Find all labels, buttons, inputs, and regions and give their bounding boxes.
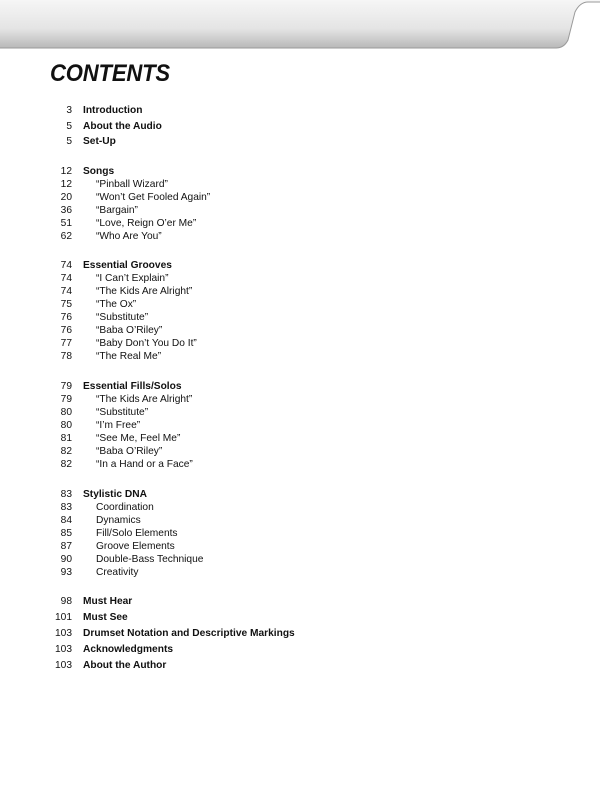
section-title: Essential Grooves — [83, 260, 172, 271]
entry-title: “The Real Me” — [96, 351, 162, 362]
toc-section-heading[interactable] — [0, 259, 600, 273]
toc-entry[interactable] — [0, 311, 600, 325]
page-number: 85 — [60, 528, 72, 539]
page-number: 20 — [60, 192, 72, 203]
page-number: 5 — [66, 121, 72, 132]
page-number: 84 — [60, 515, 72, 526]
page-number: 90 — [60, 554, 72, 565]
entry-title: “Substitute” — [96, 312, 149, 323]
toc-section-heading[interactable] — [0, 488, 600, 502]
page-number: 5 — [66, 136, 72, 147]
entry-title: Set-Up — [83, 136, 116, 147]
page-number: 79 — [60, 381, 72, 392]
toc-entry[interactable] — [0, 627, 600, 641]
page-number: 80 — [60, 420, 72, 431]
page-number: 83 — [60, 502, 72, 513]
toc-entry[interactable] — [0, 204, 600, 218]
toc-entry[interactable] — [0, 540, 600, 554]
toc-section-heading[interactable] — [0, 380, 600, 394]
page-number: 77 — [60, 338, 72, 349]
toc-entry[interactable] — [0, 419, 600, 433]
page-number: 103 — [55, 628, 72, 639]
page-number: 103 — [55, 644, 72, 655]
toc-entry[interactable] — [0, 643, 600, 657]
entry-title: “Pinball Wizard” — [96, 179, 168, 190]
section-title: Essential Fills/Solos — [83, 381, 182, 392]
entry-title: Must Hear — [83, 596, 133, 607]
entry-title: “The Ox” — [96, 299, 137, 310]
toc-entry[interactable] — [0, 217, 600, 231]
toc-entry[interactable] — [0, 393, 600, 407]
entry-title: Acknowledgments — [83, 644, 174, 655]
toc-entry[interactable] — [0, 445, 600, 459]
entry-title: “Baby Don’t You Do It” — [96, 338, 197, 349]
toc-entry[interactable] — [0, 595, 600, 609]
toc-entry[interactable] — [0, 350, 600, 364]
entry-title: Dynamics — [96, 515, 141, 526]
entry-title: “I Can’t Explain” — [96, 273, 169, 284]
toc-section-heading[interactable] — [0, 165, 600, 179]
page-number: 75 — [60, 299, 72, 310]
toc-entry[interactable] — [0, 230, 600, 244]
entry-title: “The Kids Are Alright” — [96, 394, 193, 405]
page-number: 74 — [60, 260, 72, 271]
toc-entry[interactable] — [0, 272, 600, 286]
entry-title: “Substitute” — [96, 407, 149, 418]
page-number: 76 — [60, 312, 72, 323]
page-number: 101 — [55, 612, 72, 623]
page-number: 80 — [60, 407, 72, 418]
toc-entry[interactable] — [0, 337, 600, 351]
toc-entry[interactable] — [0, 659, 600, 673]
page-number: 76 — [60, 325, 72, 336]
toc-entry[interactable] — [0, 285, 600, 299]
section-title: Stylistic DNA — [83, 489, 147, 500]
toc-entry[interactable] — [0, 514, 600, 528]
page-number: 51 — [60, 218, 72, 229]
entry-title: Creativity — [96, 567, 139, 578]
entry-title: “Baba O’Riley” — [96, 325, 163, 336]
entry-title: Groove Elements — [96, 541, 175, 552]
entry-title: Double-Bass Technique — [96, 554, 204, 565]
page-number: 36 — [60, 205, 72, 216]
page-title: CONTENTS — [50, 60, 170, 87]
toc-entry[interactable] — [0, 191, 600, 205]
toc-entry[interactable] — [0, 298, 600, 312]
page-number: 81 — [60, 433, 72, 444]
toc-entry[interactable] — [0, 104, 600, 118]
toc-entry[interactable] — [0, 566, 600, 580]
page-number: 82 — [60, 459, 72, 470]
entry-title: “Baba O’Riley” — [96, 446, 163, 457]
page-number: 103 — [55, 660, 72, 671]
entry-title: “Bargain” — [96, 205, 138, 216]
page-number: 12 — [60, 166, 72, 177]
toc-entry[interactable] — [0, 553, 600, 567]
toc-entry[interactable] — [0, 432, 600, 446]
toc-entry[interactable] — [0, 324, 600, 338]
page-number: 83 — [60, 489, 72, 500]
entry-title: Coordination — [96, 502, 154, 513]
entry-title: About the Audio — [83, 121, 162, 132]
entry-title: “See Me, Feel Me” — [96, 433, 181, 444]
entry-title: Introduction — [83, 105, 143, 116]
entry-title: Fill/Solo Elements — [96, 528, 178, 539]
entry-title: “The Kids Are Alright” — [96, 286, 193, 297]
toc-entry[interactable] — [0, 527, 600, 541]
entry-title: “Who Are You” — [96, 231, 162, 242]
section-title: Songs — [83, 166, 115, 177]
page-number: 74 — [60, 273, 72, 284]
toc-entry[interactable] — [0, 120, 600, 134]
toc-entry[interactable] — [0, 501, 600, 515]
page-number: 93 — [60, 567, 72, 578]
toc-entry[interactable] — [0, 135, 600, 149]
page-number: 87 — [60, 541, 72, 552]
page-number: 98 — [60, 596, 72, 607]
entry-title: About the Author — [83, 660, 167, 671]
page-number: 3 — [66, 105, 72, 116]
page-number: 82 — [60, 446, 72, 457]
toc-entry[interactable] — [0, 406, 600, 420]
toc-entry[interactable] — [0, 178, 600, 192]
page-number: 79 — [60, 394, 72, 405]
toc-entry[interactable] — [0, 611, 600, 625]
entry-title: “Love, Reign O’er Me” — [96, 218, 197, 229]
page-number: 74 — [60, 286, 72, 297]
entry-title: “Won’t Get Fooled Again” — [96, 192, 211, 203]
page-number: 12 — [60, 179, 72, 190]
entry-title: Drumset Notation and Descriptive Markings — [83, 628, 295, 639]
entry-title: “In a Hand or a Face” — [96, 459, 193, 470]
page-number: 62 — [60, 231, 72, 242]
toc-entry[interactable] — [0, 458, 600, 472]
entry-title: Must See — [83, 612, 128, 623]
page-number: 78 — [60, 351, 72, 362]
entry-title: “I’m Free” — [96, 420, 141, 431]
